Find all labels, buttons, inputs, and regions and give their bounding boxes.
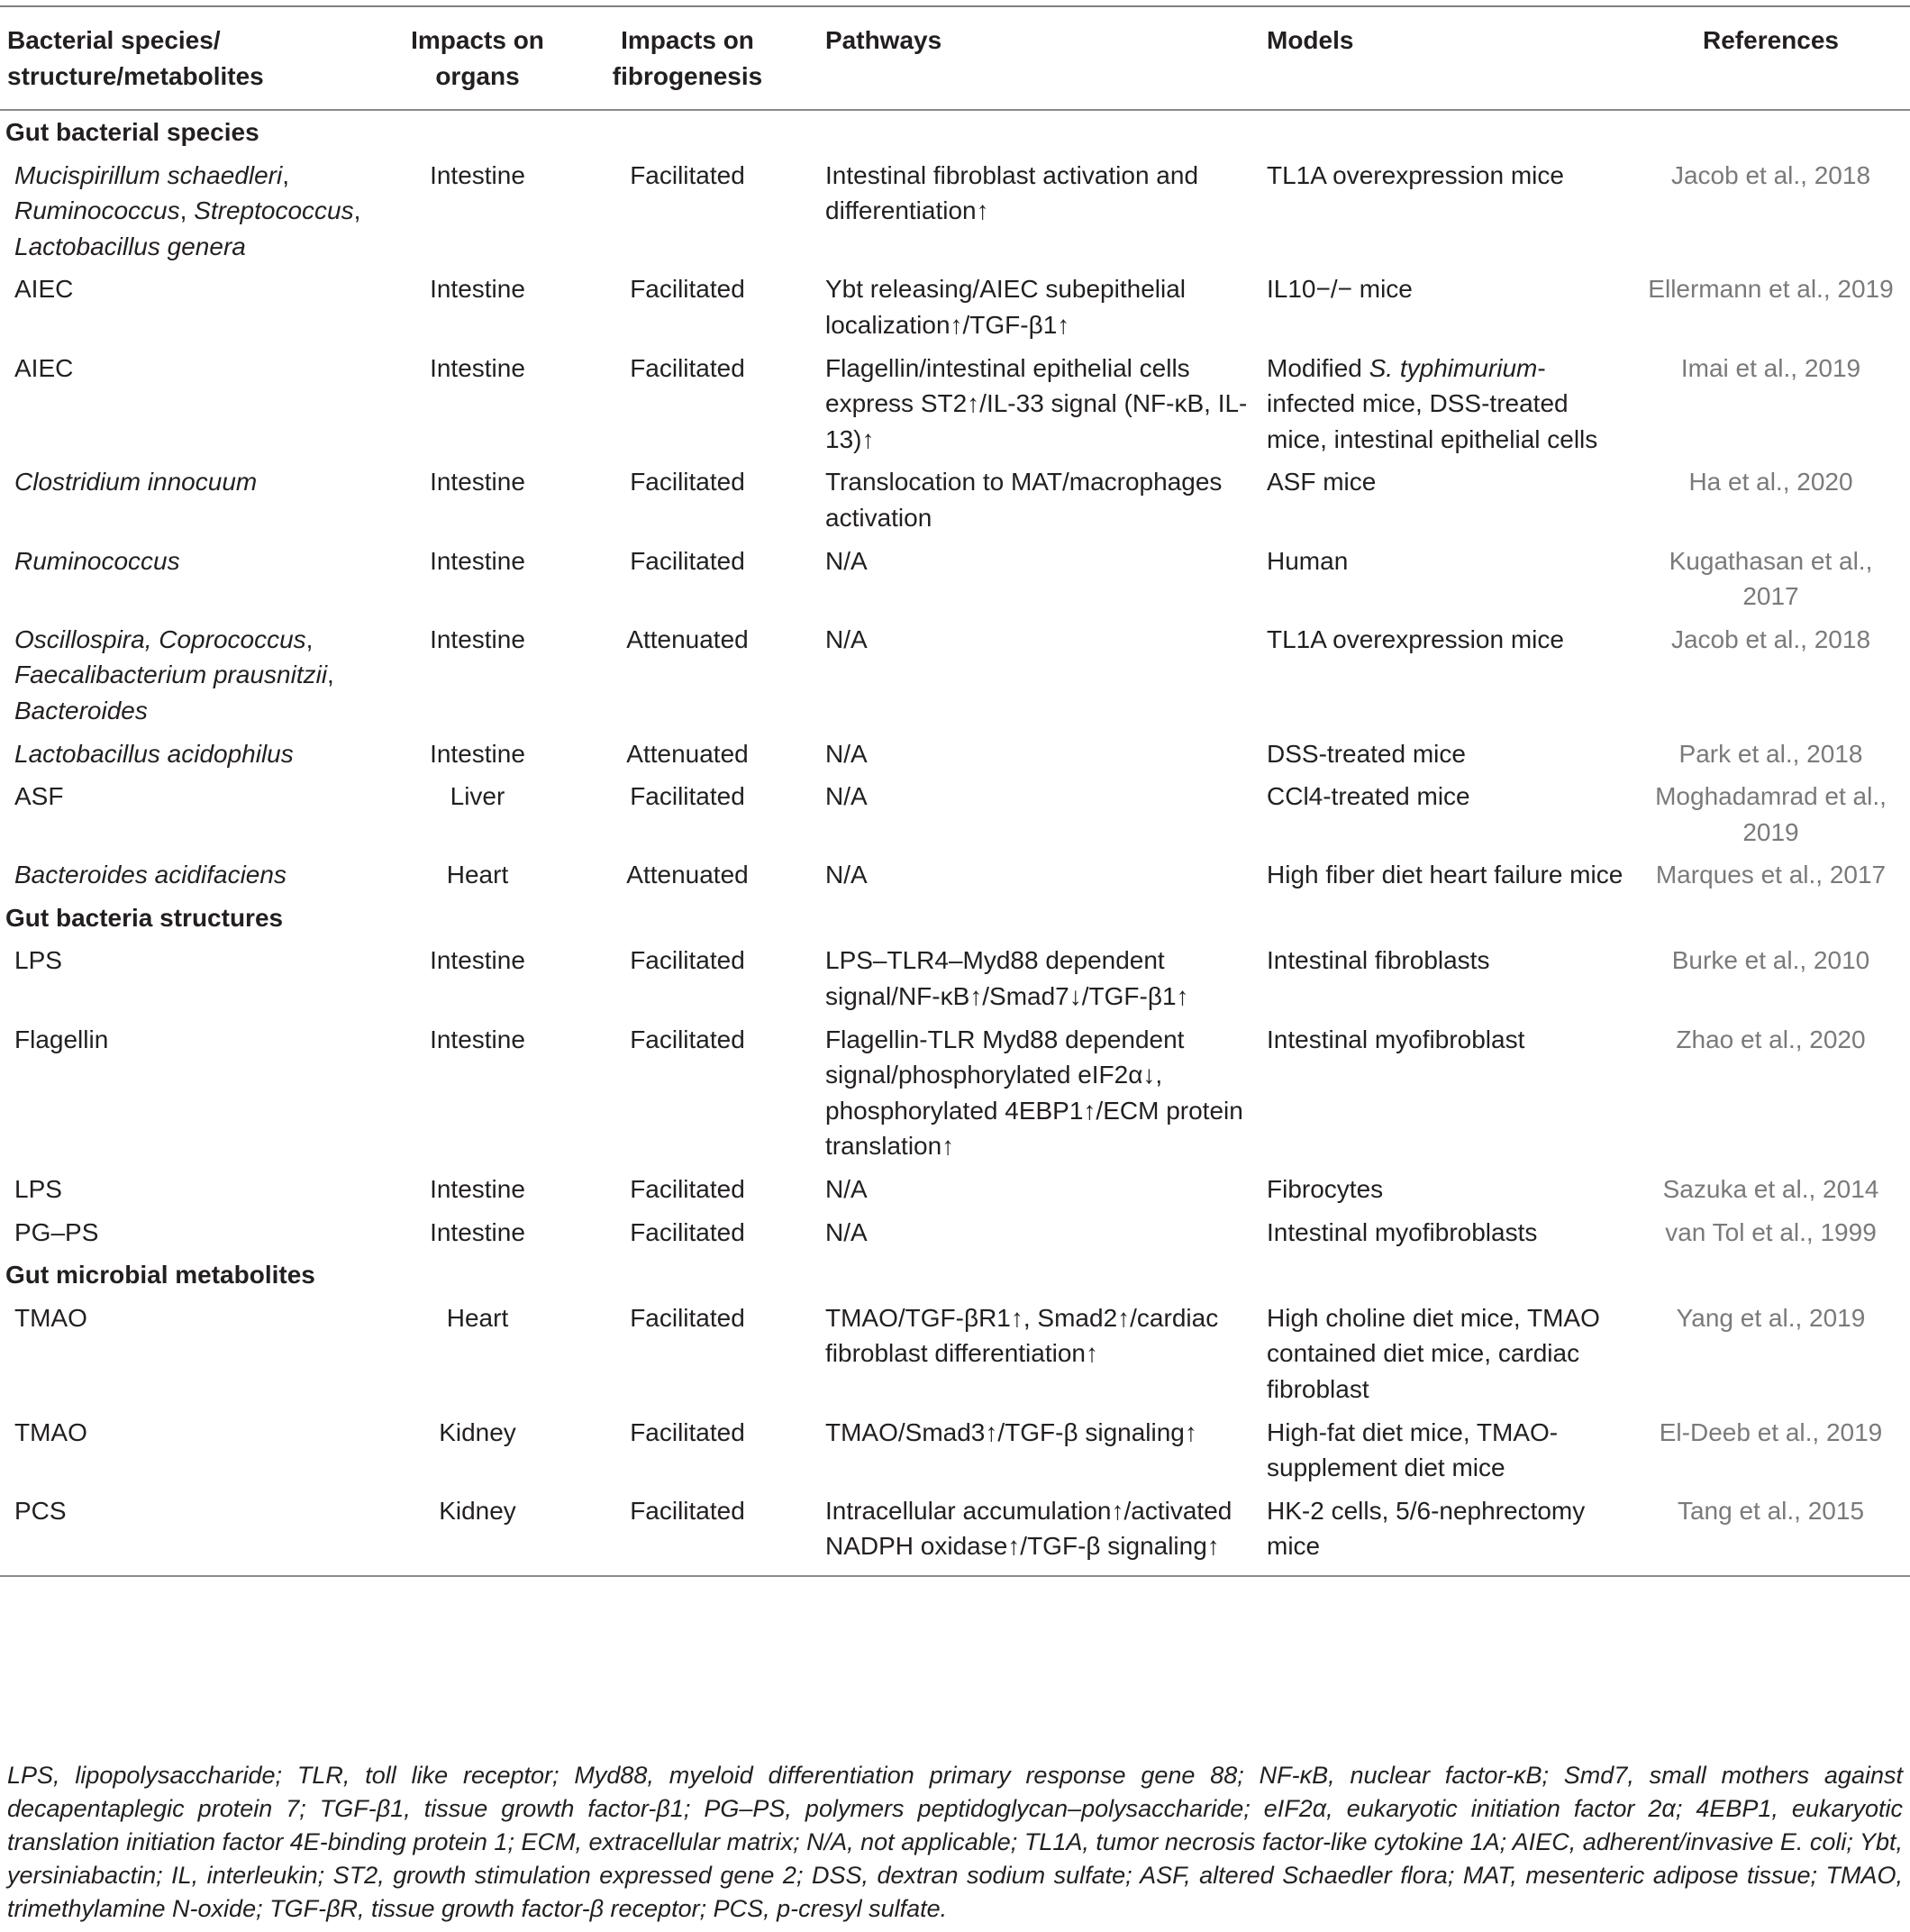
model-cell: Intestinal myofibroblast [1267,1025,1525,1053]
fibrogenesis-cell: Attenuated [626,739,749,768]
organ-cell: Intestine [430,624,525,653]
pathway-cell: Intestinal fibroblast activation and differentiation↑ [825,160,1199,225]
header-species: Bacterial species/ structure/metabolites [0,6,398,110]
pathway-cell: LPS–TLR4–Myd88 dependent signal/NF-κB↑/Smad7↓/TGF-β1↑ [825,946,1189,1011]
species-name: Lactobacillus genera [14,232,246,260]
table-row [0,154,1910,269]
pathway-cell: N/A [825,1175,868,1204]
table-row [0,1168,1910,1211]
organ-cell: Liver [450,782,505,811]
separator: , [179,196,195,225]
organ-cell: Heart [446,1303,509,1332]
group-row [0,1253,1910,1297]
table-row [0,1297,1910,1411]
fibrogenesis-cell: Facilitated [557,1490,818,1576]
species-cell: AIEC [14,275,74,304]
organ-cell: Intestine [430,946,525,975]
species-cell: LPS [14,1175,62,1204]
fibrogenesis-cell: Facilitated [630,546,745,575]
organ-cell: Kidney [398,1490,557,1576]
model-species: S. typhimurium [1369,353,1538,382]
fibrogenesis-cell: Facilitated [630,468,745,497]
table-row [0,460,1910,539]
reference-link[interactable]: Park et al., 2018 [1678,739,1863,768]
model-cell: Fibrocytes [1267,1175,1384,1204]
pathway-cell: Intracellular accumulation↑/activated NADPH oxidase↑/TGF-β signaling↑ [818,1490,1260,1576]
separator: , [353,196,361,225]
fibrogenesis-cell: Facilitated [630,946,745,975]
model-text: -infected mice, DSS-treated mice, intestinal epithelial cells [1267,353,1598,453]
model-cell: ASF mice [1267,468,1377,497]
organ-cell: Intestine [430,1025,525,1053]
separator: , [282,160,289,189]
fibrogenesis-cell: Facilitated [630,782,745,811]
pathway-cell: Flagellin-TLR Myd88 dependent signal/phosphorylated eIF2α↓, phosphorylated 4EBP1↑/ECM protein translation↑ [825,1025,1243,1161]
organ-cell: Intestine [430,160,525,189]
species-name: Faecalibacterium prausnitzii [14,661,328,689]
reference-link[interactable]: Sazuka et al., 2014 [1662,1175,1879,1204]
reference-link[interactable]: Jacob et al., 2018 [1670,624,1871,653]
reference-link[interactable]: Moghadamrad et al., 2019 [1655,782,1887,846]
data-table [0,5,1910,1577]
organ-cell: Intestine [430,1217,525,1246]
table-row [0,733,1910,776]
table-row [0,853,1910,897]
model-cell: CCl4-treated mice [1267,782,1470,811]
group-title: Gut bacterial species [5,118,259,146]
separator: , [327,661,334,689]
species-name: Streptococcus [194,196,354,225]
species-cell [0,618,398,733]
fibrogenesis-cell: Facilitated [630,353,745,382]
reference-link[interactable]: Burke et al., 2010 [1671,946,1870,975]
pathway-cell: TMAO/TGF-βR1↑, Smad2↑/cardiac fibroblast differentiation↑ [825,1303,1219,1368]
pathway-cell: N/A [825,782,868,811]
fibrogenesis-cell: Facilitated [630,1417,745,1446]
organ-cell: Intestine [430,546,525,575]
model-text: Modified [1267,353,1369,382]
reference-link[interactable]: Zhao et al., 2020 [1676,1025,1866,1053]
model-cell: TL1A overexpression mice [1267,160,1564,189]
species-cell: Ruminococcus [14,546,180,575]
group-title: Gut microbial metabolites [5,1261,315,1290]
reference-link[interactable]: Marques et al., 2017 [1655,861,1887,889]
species-cell: AIEC [14,353,74,382]
table-row [0,1411,1910,1490]
organ-cell: Intestine [430,275,525,304]
organ-cell: Heart [446,861,509,889]
species-name: Ruminococcus [14,196,180,225]
table-row [0,775,1910,853]
organ-cell: Intestine [430,739,525,768]
table-row [0,1490,1910,1576]
species-cell: Clostridium innocuum [14,468,258,497]
species-cell: Lactobacillus acidophilus [14,739,294,768]
reference-link[interactable]: Yang et al., 2019 [1676,1303,1866,1332]
model-cell: IL10−/− mice [1267,275,1413,304]
reference-link[interactable]: Imai et al., 2019 [1680,353,1861,382]
reference-link[interactable]: van Tol et al., 1999 [1665,1217,1877,1246]
model-cell: HK-2 cells, 5/6-nephrectomy mice [1260,1490,1632,1576]
species-cell: Bacteroides acidifaciens [14,861,286,889]
species-cell: TMAO [14,1417,87,1446]
species-name: Oscillospira, Coprococcus [14,624,306,653]
header-models: Models [1260,6,1632,110]
reference-link[interactable]: Kugathasan et al., 2017 [1669,546,1873,611]
table-row [0,540,1910,618]
organ-cell: Intestine [430,468,525,497]
table-row [0,618,1910,733]
table-row [0,1018,1910,1168]
fibrogenesis-cell: Facilitated [630,275,745,304]
pathway-cell: Translocation to MAT/macrophages activation [825,468,1223,532]
fibrogenesis-cell: Facilitated [630,1025,745,1053]
fibrogenesis-cell: Facilitated [630,1303,745,1332]
pathway-cell: N/A [825,739,868,768]
species-cell: Flagellin [14,1025,109,1053]
group-title: Gut bacteria structures [5,903,284,932]
species-cell: TMAO [14,1303,87,1332]
table-row [0,1211,1910,1254]
model-cell: DSS-treated mice [1267,739,1466,768]
table-header [0,6,1910,110]
model-cell: High-fat diet mice, TMAO-supplement diet mice [1267,1417,1559,1482]
header-organs: Impacts on organs [398,6,557,110]
organ-cell: Intestine [430,1175,525,1204]
table-footnote: LPS, lipopolysaccharide; TLR, toll like receptor; Myd88, myeloid differentiation primary response gene 88; NF-κB, nuclear factor-κB; Smd7, small mothers against decapentaplegic protein 7; TGF-β1, tissue growth factor-β1; PG–PS, polymers peptidoglycan–polysaccharide; eIF2α, eukaryotic initiation factor 2α; 4EBP1, eukaryotic translation initiation factor 4E-binding protein 1; ECM, extracellular matrix; N/A, not applicable; TL1A, tumor necrosis factor-like cytokine 1A; AIEC, adherent/invasive E. coli; Ybt, yersiniabactin; IL, interleukin; ST2, growth stimulation expressed gene 2; DSS, dextran sodium sulfate; ASF, altered Schaedler flora; MAT, mesenteric adipose tissue; TMAO, trimethylamine N-oxide; TGF-βR, tissue growth factor-β receptor; PCS, p-cresyl sulfate. [7,1762,1903,1922]
organ-cell: Kidney [439,1417,516,1446]
header-references: References [1632,6,1910,110]
species-cell: PG–PS [14,1217,99,1246]
fibrogenesis-cell: Attenuated [626,861,749,889]
species-cell: PCS [0,1490,398,1576]
reference-link[interactable]: Ellermann et al., 2019 [1648,275,1894,304]
pathway-cell: N/A [825,861,868,889]
species-name: Bacteroides [14,696,148,724]
species-name: Mucispirillum schaedleri [14,160,283,189]
model-cell: High choline diet mice, TMAO contained diet mice, cardiac fibroblast [1267,1303,1600,1403]
model-cell: TL1A overexpression mice [1267,624,1564,653]
fibrogenesis-cell: Facilitated [630,1217,745,1246]
fibrogenesis-cell: Attenuated [626,624,749,653]
table-row [0,268,1910,346]
fibrogenesis-cell: Facilitated [630,160,745,189]
pathway-cell: Flagellin/intestinal epithelial cells express ST2↑/IL-33 signal (NF-κB, IL-13)↑ [825,353,1248,453]
fibrogenesis-cell: Facilitated [630,1175,745,1204]
header-fibrogenesis: Impacts on fibrogenesis [557,6,818,110]
pathway-cell: N/A [825,546,868,575]
organ-cell: Intestine [430,353,525,382]
group-row [0,897,1910,940]
group-row [0,110,1910,154]
model-cell: Intestinal fibroblasts [1267,946,1490,975]
model-cell: Human [1267,546,1349,575]
reference-link[interactable]: El-Deeb et al., 2019 [1659,1417,1883,1446]
table-row [0,347,1910,461]
separator: , [305,624,314,653]
pathway-cell: N/A [825,1217,868,1246]
pathway-cell: TMAO/Smad3↑/TGF-β signaling↑ [825,1417,1197,1446]
table-row [0,939,1910,1017]
pathway-cell: Ybt releasing/AIEC subepithelial localization↑/TGF-β1↑ [825,275,1187,339]
reference-link[interactable]: Jacob et al., 2018 [1670,160,1871,189]
species-cell [0,154,398,269]
model-cell: High fiber diet heart failure mice [1267,861,1624,889]
species-cell: LPS [14,946,62,975]
reference-link[interactable]: Tang et al., 2015 [1632,1490,1910,1576]
model-cell [1260,347,1632,461]
pathway-cell: N/A [825,624,868,653]
header-pathways: Pathways [818,6,1260,110]
reference-link[interactable]: Ha et al., 2020 [1688,468,1853,497]
species-cell: ASF [14,782,64,811]
model-cell: Intestinal myofibroblasts [1267,1217,1538,1246]
